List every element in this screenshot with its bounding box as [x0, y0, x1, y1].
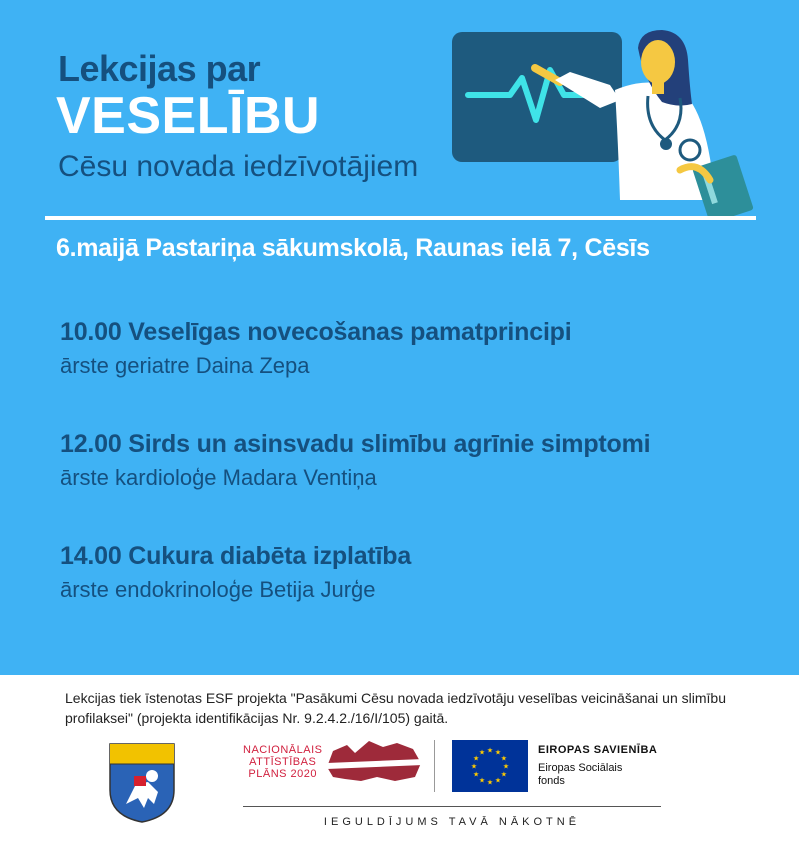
nap-line: PLĀNS 2020 — [248, 768, 318, 780]
coat-of-arms-logo — [108, 742, 176, 824]
footer-divider — [243, 806, 661, 807]
eu-star-icon: ★ — [502, 762, 510, 771]
nap-logo-text — [243, 744, 322, 780]
project-description: Lekcijas tiek īstenotas ESF projekta "Pasākumi Cēsu novada iedzīvotāju veselības veicināšanai un slimību profilaksei" (projekta identifikācijas Nr. 9.2.4.2./16/I/105) gaitā. — [65, 690, 726, 726]
lecture-item — [60, 430, 650, 491]
logo-separator — [434, 740, 435, 792]
nap-line: NACIONĀLAIS — [243, 744, 323, 756]
lecture-item — [60, 318, 572, 379]
eu-star-icon: ★ — [486, 746, 494, 755]
eu-star-icon: ★ — [473, 754, 480, 763]
eu-fund-name: Eiropas Sociālais fonds — [538, 762, 623, 787]
lecture-speaker: ārste endokrinoloģe Betija Jurģe — [60, 577, 376, 602]
header-divider — [45, 216, 756, 220]
eu-star-icon: ★ — [473, 770, 480, 779]
title-line-1: Lekcijas par — [58, 48, 261, 89]
eu-title: EIROPAS SAVIENĪBA — [538, 744, 658, 756]
eu-star-icon: ★ — [478, 776, 486, 785]
eu-star-icon: ★ — [478, 748, 486, 757]
title-line-2: VESELĪBU — [56, 87, 321, 145]
latvia-map-logo — [325, 737, 425, 785]
lecture-title: 12.00 Sirds un asinsvadu slimību agrīnie simptomi — [60, 430, 651, 458]
motto: IEGULDĪJUMS TAVĀ NĀKOTNĒ — [323, 816, 581, 828]
eu-flag-logo — [452, 740, 528, 792]
event-date-location: 6.maijā Pastariņa sākumskolā, Raunas ielā 7, Cēsīs — [56, 234, 650, 262]
lecture-item — [60, 542, 411, 603]
lecture-title: 10.00 Veselīgas novecošanas pamatprincipi — [60, 318, 572, 346]
eu-star-icon: ★ — [500, 770, 507, 779]
lecture-speaker: ārste kardioloģe Madara Ventiņa — [60, 465, 377, 490]
eu-star-icon: ★ — [486, 778, 494, 787]
eu-star-icon: ★ — [500, 754, 507, 763]
eu-star-icon: ★ — [470, 762, 478, 771]
subtitle: Cēsu novada iedzīvotājiem — [58, 150, 419, 183]
lecture-title: 14.00 Cukura diabēta izplatība — [60, 542, 412, 570]
eu-star-icon: ★ — [494, 776, 502, 785]
doctor-illustration — [440, 20, 780, 220]
eu-star-icon: ★ — [494, 748, 502, 757]
lecture-speaker: ārste geriatre Daina Zepa — [60, 353, 310, 378]
nap-line: ATTĪSTĪBAS — [249, 756, 317, 768]
